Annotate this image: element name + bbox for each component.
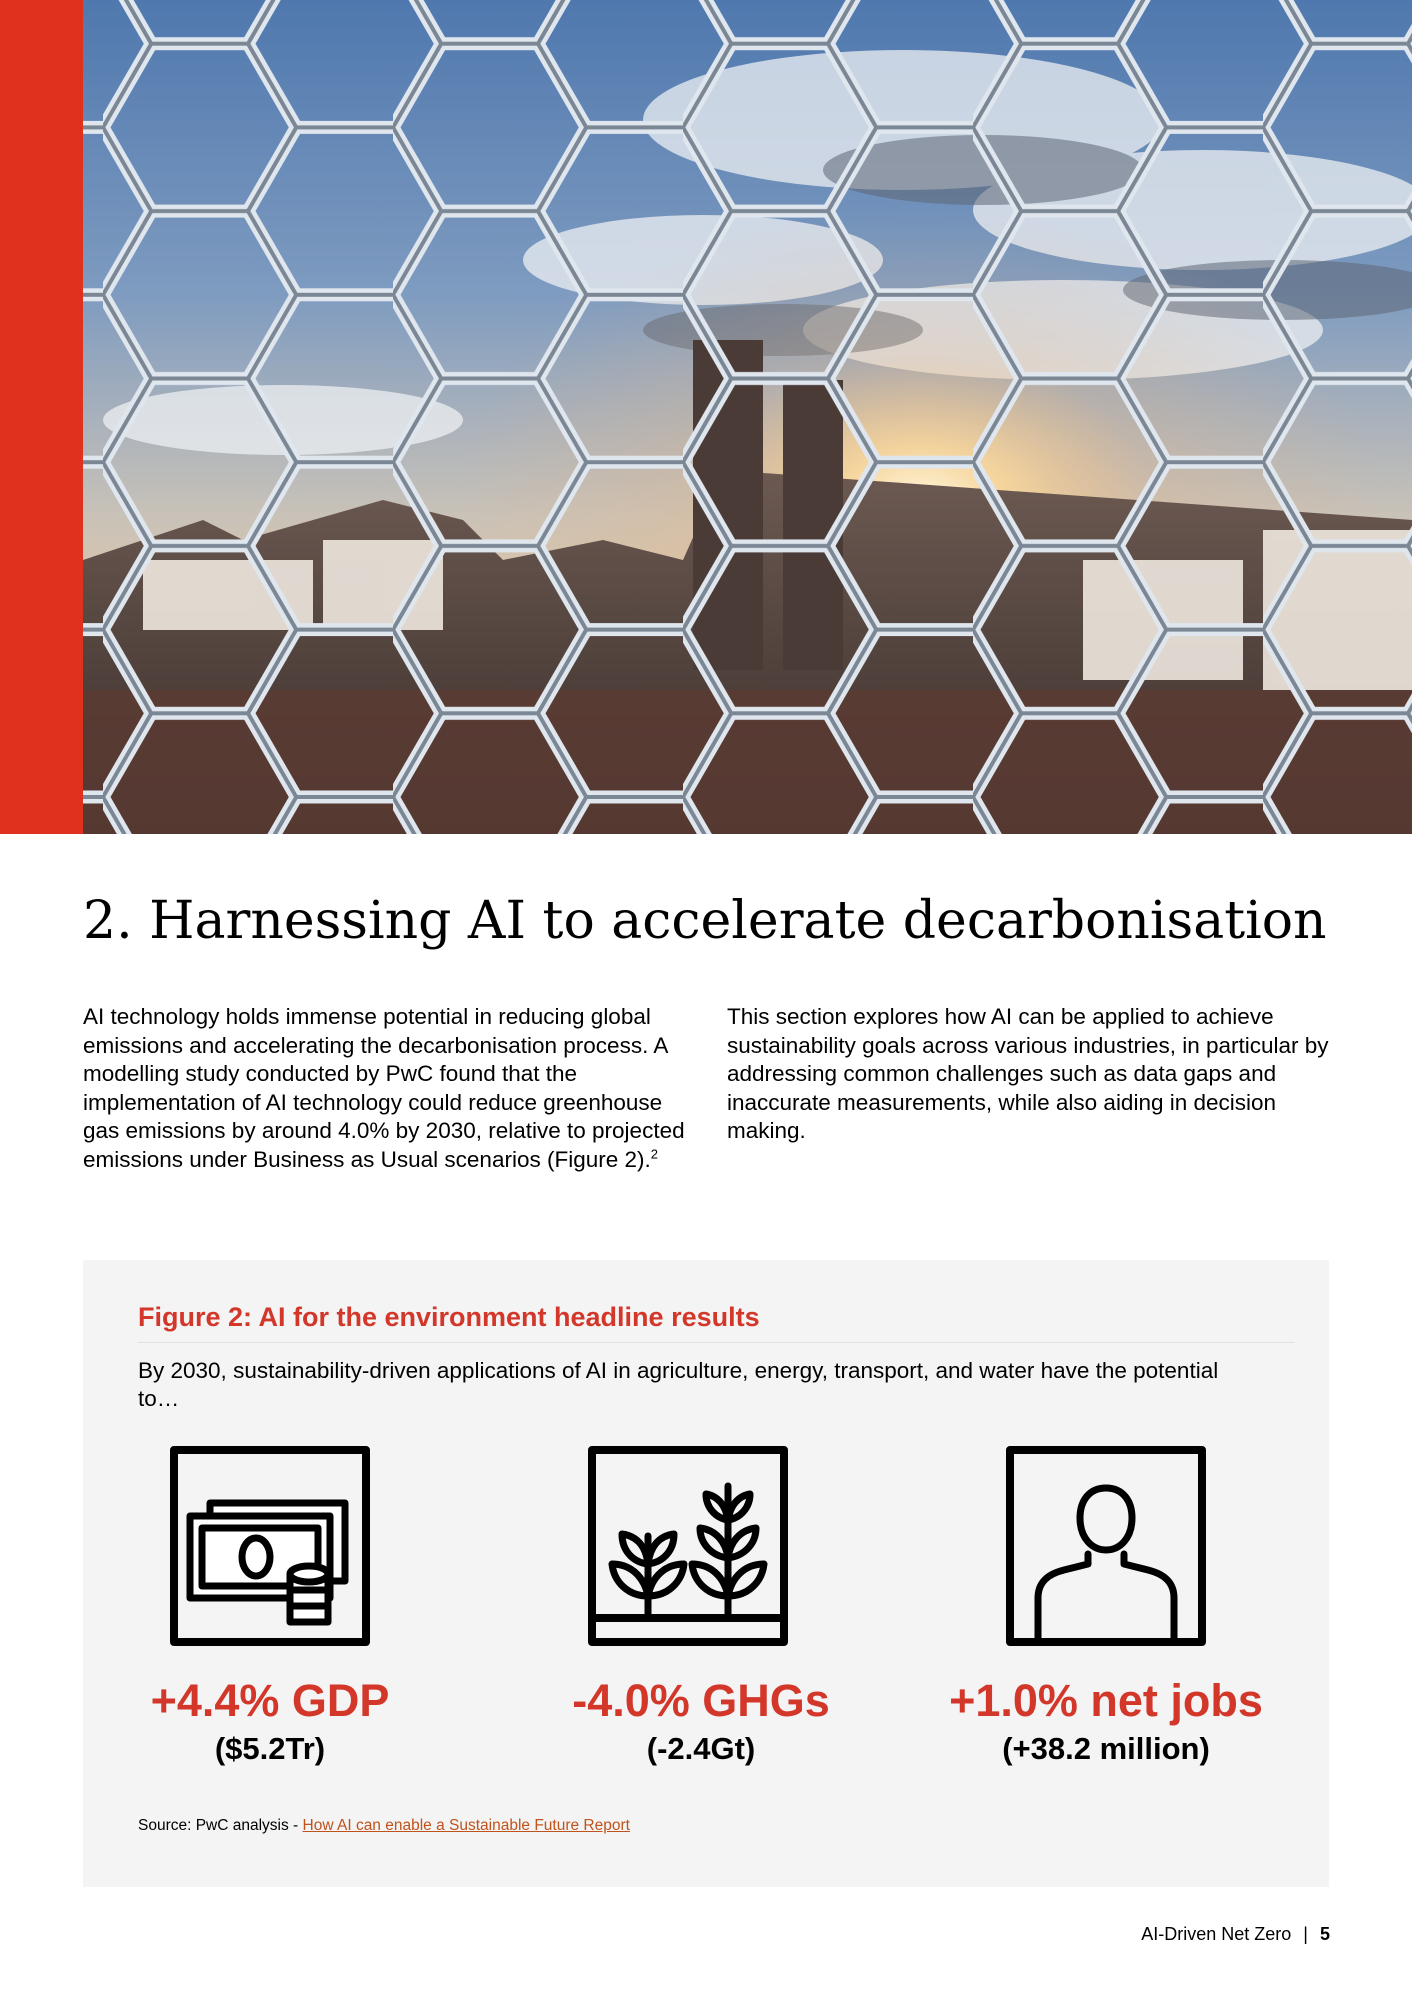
source-link[interactable]: How AI can enable a Sustainable Future Report (302, 1817, 630, 1834)
intro-left-text: AI technology holds immense potential in reducing global emissions and accelerating the decarbonisation process. A modelling study conducted by PwC found that the implementation of AI technology could reduce greenhouse gas emissions by around 4.0% by 2030, relative to projected emissions under Business as Usual scenarios (Figure 2). (83, 1004, 685, 1172)
intro-right-paragraph: This section explores how AI can be applied to achieve sustainability goals across various industries, in particular by addressing common challenges such as data gaps and inaccurate measurements, while also aiding in decision making. (727, 1004, 1329, 1144)
money-coins-icon (170, 1446, 370, 1646)
figure-title: Figure 2: AI for the environment headline results (138, 1302, 760, 1332)
stat-gdp-value: +4.4% GDP (150, 1675, 390, 1726)
stat-ghgs-value: -4.0% GHGs (572, 1675, 830, 1726)
plants-icon (588, 1446, 788, 1646)
footnote-ref[interactable]: 2 (650, 1146, 658, 1162)
figure-subtitle: By 2030, sustainability-driven applications of AI in agriculture, energy, transport, and water have the potential to… (138, 1358, 1219, 1411)
footer-title: AI-Driven Net Zero (1141, 1924, 1292, 1944)
stat-jobs-detail: (+38.2 million) (1002, 1731, 1210, 1766)
stat-gdp-detail: ($5.2Tr) (214, 1731, 326, 1766)
intro-left-paragraph (83, 1003, 693, 1175)
page-number: 5 (1319, 1924, 1330, 1944)
stat-jobs (936, 1675, 1276, 1769)
figure-divider (138, 1342, 1295, 1343)
hexagon-window-city-sunset-photo (83, 0, 1412, 834)
footer-separator: | (1303, 1924, 1308, 1944)
stat-ghgs (531, 1675, 871, 1769)
section-heading: 2. Harnessing AI to accelerate decarbonisation (83, 891, 1327, 951)
accent-bar (0, 0, 83, 834)
figure-source (138, 1816, 630, 1836)
page-footer (1141, 1922, 1330, 1946)
hero-image (83, 0, 1412, 834)
person-icon (1006, 1446, 1206, 1646)
stat-ghgs-detail: (-2.4Gt) (646, 1731, 756, 1766)
source-prefix: Source: PwC analysis - (138, 1817, 303, 1834)
stat-gdp (100, 1675, 440, 1769)
stat-jobs-value: +1.0% net jobs (949, 1675, 1263, 1726)
figure-panel (83, 1260, 1329, 1887)
